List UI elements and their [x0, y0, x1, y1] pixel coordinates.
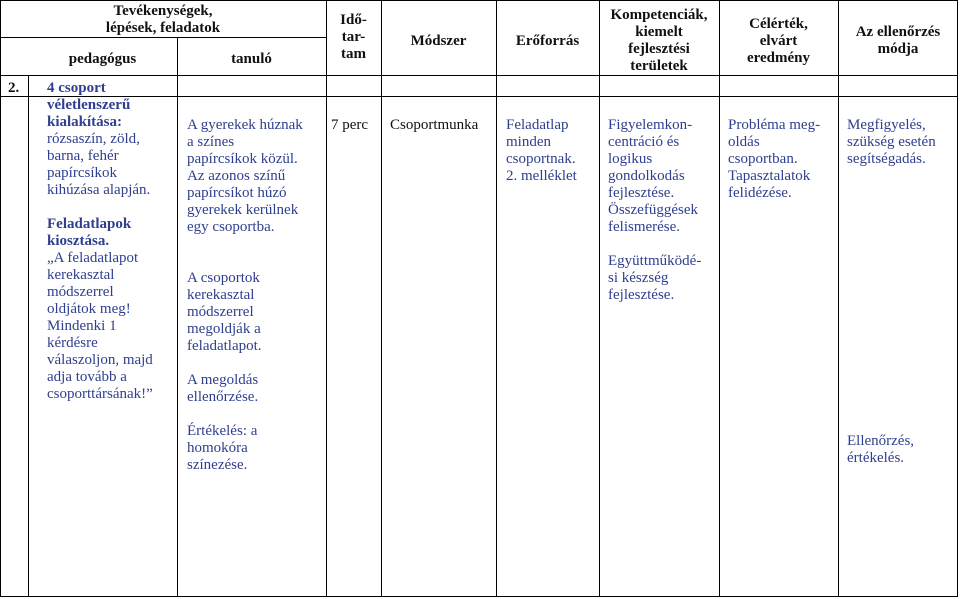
header-method: Módszer	[410, 33, 467, 49]
student-activity: A gyerekek húznak a színes papírcsíkok közül. Az azonos színű papírcsíkot húzó gyerekek kerülnek egy csoportba. A csoportok kerekasztal módszerrel megoldják a feladatlapot. A megoldás ellenőrzése. Értékelés: a homokóra színezése.	[187, 117, 303, 473]
time-value: 7 perc	[331, 117, 369, 133]
header-teacher: pedagógus	[68, 51, 137, 67]
col-divider-resource	[599, 0, 600, 597]
col-divider-competencies	[719, 0, 720, 597]
col-divider-goal	[838, 0, 839, 597]
teacher-activity: 4 csoport véletlenszerű kialakítása: rózsaszín, zöld, barna, fehér papírcsíkok kihúzása alapján. Feladatlapok kiosztása. „A feladatlapot kerekasztal módszerrel oldjátok meg! Mindenki 1 kérdésre válaszoljon, majd adja tovább a csoporttársának!”	[47, 80, 153, 402]
header-goal: Célérték, elvárt eredmény	[746, 16, 811, 66]
method-value: Csoportmunka	[390, 117, 479, 133]
assessment-value: Megfigyelés, szükség esetén segítségadás.	[847, 117, 936, 167]
col-divider-number	[28, 75, 29, 597]
row-number: 2.	[8, 80, 20, 96]
header-activities: Tevékenységek, lépések, feladatok	[105, 3, 221, 36]
header-time: Idő- tar- tam	[340, 12, 367, 62]
goal-value: Probléma meg- oldás csoportban. Tapasztalatok felidézése.	[728, 117, 821, 201]
competencies-value: Figyelemkon- centráció és logikus gondolkodás fejlesztése. Összefüggések felismerése. Együttműködé- si készség fejlesztése.	[608, 117, 702, 303]
resource-value: Feladatlap minden csoportnak. 2. melléklet	[506, 117, 577, 184]
col-divider-student	[326, 0, 327, 597]
col-divider-teacher	[177, 37, 178, 597]
col-divider-method	[496, 0, 497, 597]
header-assessment: Az ellenőrzés módja	[855, 24, 941, 57]
header-resource: Erőforrás	[515, 33, 580, 49]
header-competencies: Kompetenciák, kiemelt fejlesztési területek	[610, 7, 708, 74]
header-student: tanuló	[231, 51, 272, 67]
col-divider-time	[381, 0, 382, 597]
header-subdivider	[0, 37, 326, 38]
header-bottom-rule	[0, 75, 958, 76]
assessment-final: Ellenőrzés, értékelés.	[847, 433, 915, 466]
